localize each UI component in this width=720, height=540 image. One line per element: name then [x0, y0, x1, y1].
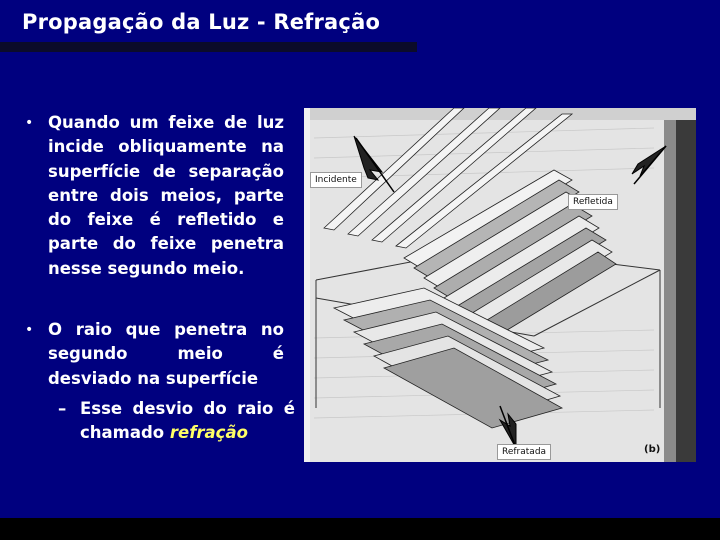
refraction-figure: [304, 108, 696, 462]
bullet-dot: •: [25, 322, 34, 338]
highlight-refracao: refração: [169, 423, 248, 443]
sub-bullet-dash: –: [58, 399, 67, 418]
figure-caption: (b): [644, 444, 661, 455]
bullet-text: O raio que penetra no segundo meio é desviado na superfície: [48, 320, 284, 388]
sub-bullet-text: [80, 397, 295, 446]
bullet-dot: •: [25, 115, 34, 131]
sub-bullet-prefix: Esse desvio do raio é chamado: [80, 399, 295, 443]
refraction-diagram: [304, 108, 696, 462]
label-refracted: Refratada: [497, 444, 551, 460]
bottom-bar: [0, 518, 720, 540]
slide-title: Propagação da Luz - Refração: [22, 10, 381, 34]
label-reflected: Refletida: [568, 194, 618, 210]
bullet-text: Quando um feixe de luz incide obliquamente na superfície de separação entre dois meios, parte do feixe é refletido e parte do feixe penetra nesse segundo meio.: [48, 113, 284, 278]
label-incident: Incidente: [310, 172, 362, 188]
bullet-list: [0, 0, 300, 460]
